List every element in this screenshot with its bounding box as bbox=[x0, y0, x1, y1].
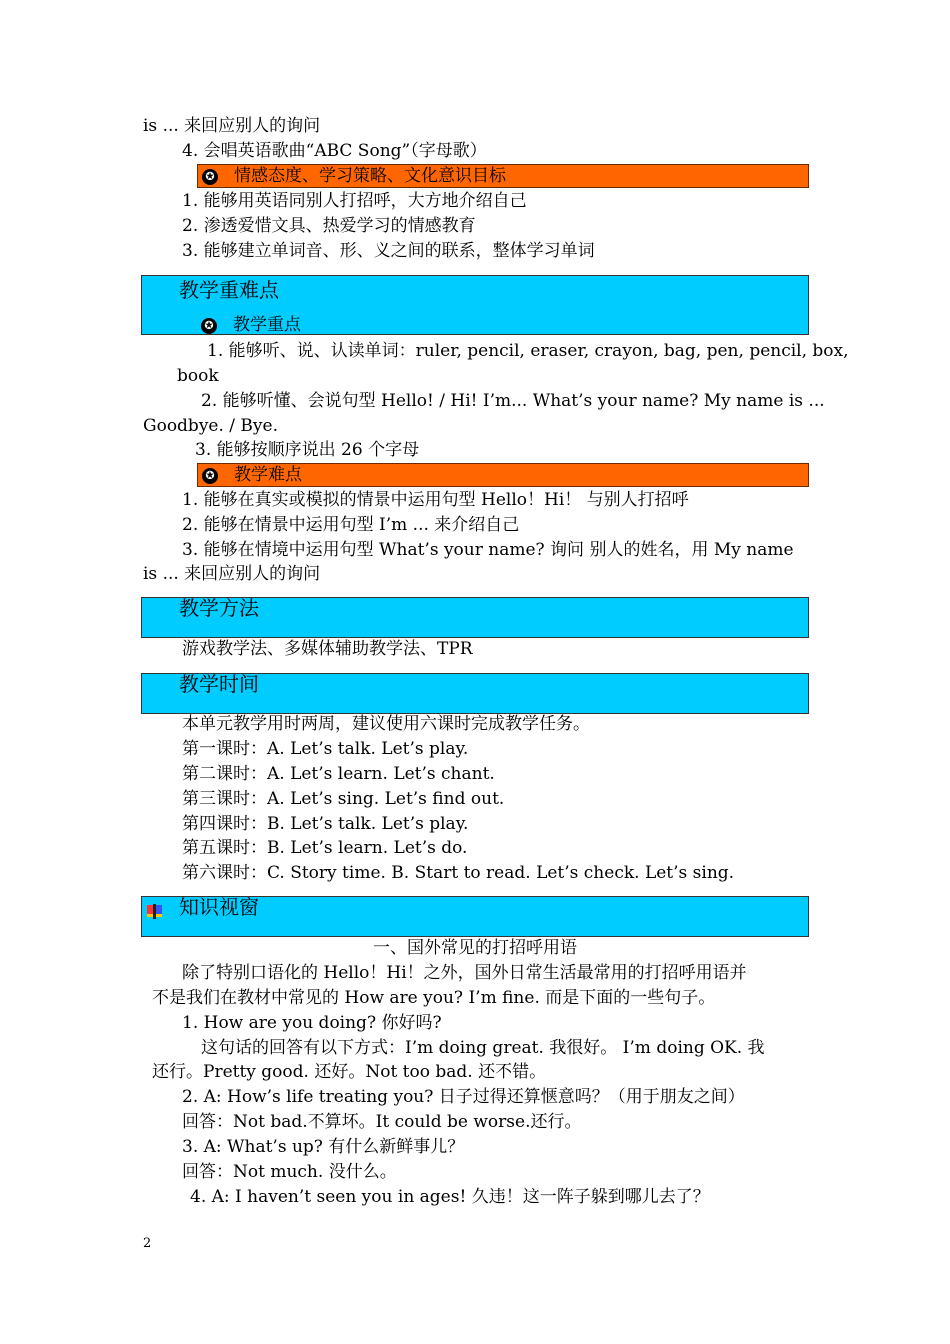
text-line: 2. 能够听懂、会说句型 Hello! / Hi! I’m... What’s your name? My name is ... bbox=[201, 391, 825, 411]
section-heading: 教学时间 bbox=[179, 672, 259, 696]
text-line: 1. 能够听、说、认读单词：ruler, pencil, eraser, crayon, bag, pen, pencil, box, bbox=[207, 341, 849, 361]
text-line: 3. A: What’s up? 有什么新鲜事儿？ bbox=[182, 1137, 465, 1157]
star-circle-icon: ✪ bbox=[202, 468, 218, 484]
text-line: 第六课时：C. Story time. B. Start to read. Let’s check. Let’s sing. bbox=[182, 863, 735, 883]
page-number: 2 bbox=[143, 1236, 152, 1251]
text-line: 2. 渗透爱惜文具、热爱学习的情感教育 bbox=[182, 216, 476, 236]
text-line: book bbox=[177, 366, 219, 386]
text-line: 1. 能够用英语同别人打招呼，大方地介绍自己 bbox=[182, 191, 527, 211]
book-icon bbox=[146, 903, 164, 921]
text-line: 第一课时：A. Let’s talk. Let’s play. bbox=[182, 739, 469, 759]
star-circle-icon: ✪ bbox=[201, 318, 217, 334]
text-line: 1. 能够在真实或模拟的情景中运用句型 Hello！Hi！ 与别人打招呼 bbox=[182, 490, 689, 510]
text-line: 本单元教学用时两周，建议使用六课时完成教学任务。 bbox=[182, 714, 590, 734]
text-line: 3. 能够建立单词音、形、义之间的联系，整体学习单词 bbox=[182, 241, 595, 261]
text-line: 游戏教学法、多媒体辅助教学法、TPR bbox=[182, 639, 473, 659]
text-line: 回答：Not bad.不算坏。It could be worse.还行。 bbox=[182, 1112, 582, 1132]
section-bar-diff bbox=[197, 463, 809, 487]
section-bar-window bbox=[141, 896, 809, 937]
section-bar-goal3 bbox=[197, 164, 809, 188]
text-line: is ... 来回应别人的询问 bbox=[143, 116, 321, 136]
section-bar-time bbox=[141, 673, 809, 714]
section-heading: 教学方法 bbox=[179, 596, 259, 620]
text-line: is ... 来回应别人的询问 bbox=[143, 564, 321, 584]
text-line: 回答：Not much. 没什么。 bbox=[182, 1162, 397, 1182]
text-line: 第三课时：A. Let’s sing. Let’s find out. bbox=[182, 789, 505, 809]
section-title: 情感态度、学习策略、文化意识目标 bbox=[234, 166, 506, 186]
text-line: 1. How are you doing? 你好吗? bbox=[182, 1013, 442, 1033]
section-bar-method bbox=[141, 597, 809, 638]
section-heading: 教学重难点 bbox=[179, 278, 279, 302]
text-line: 3. 能够在情境中运用句型 What’s your name? 询问 别人的姓名，用 My name bbox=[182, 540, 794, 560]
text-line: 第五课时：B. Let’s learn. Let’s do. bbox=[182, 838, 468, 858]
text-line: 这句话的回答有以下方式：I’m doing great. 我很好。 I’m doing OK. 我 bbox=[201, 1038, 765, 1058]
text-line: 第二课时：A. Let’s learn. Let’s chant. bbox=[182, 764, 495, 784]
text-line: 3. 能够按顺序说出 26 个字母 bbox=[195, 440, 420, 460]
star-circle-icon: ✪ bbox=[202, 169, 218, 185]
section-bar-keydiff bbox=[141, 275, 809, 335]
section-title: 教学重点 bbox=[233, 315, 301, 335]
text-line: 第四课时：B. Let’s talk. Let’s play. bbox=[182, 814, 469, 834]
subsection-title: 一、国外常见的打招呼用语 bbox=[373, 938, 577, 958]
text-line: 不是我们在教材中常见的 How are you? I’m fine. 而是下面的一些句子。 bbox=[152, 988, 716, 1008]
text-line: 4. 会唱英语歌曲“ABC Song”（字母歌） bbox=[182, 141, 487, 161]
section-title: 教学难点 bbox=[234, 465, 302, 485]
text-line: 2. 能够在情景中运用句型 I’m ... 来介绍自己 bbox=[182, 515, 520, 535]
text-line: 2. A: How’s life treating you? 日子过得还算惬意吗？（用于朋友之间） bbox=[182, 1087, 745, 1107]
text-line: 除了特别口语化的 Hello！Hi！之外，国外日常生活最常用的打招呼用语并 bbox=[182, 963, 747, 983]
section-heading: 知识视窗 bbox=[179, 895, 259, 919]
text-line: 4. A: I haven’t seen you in ages! 久违！这一阵子躲到哪儿去了？ bbox=[190, 1187, 710, 1207]
text-line: 还行。Pretty good. 还好。Not too bad. 还不错。 bbox=[152, 1062, 547, 1082]
text-line: Goodbye. / Bye. bbox=[143, 416, 278, 436]
